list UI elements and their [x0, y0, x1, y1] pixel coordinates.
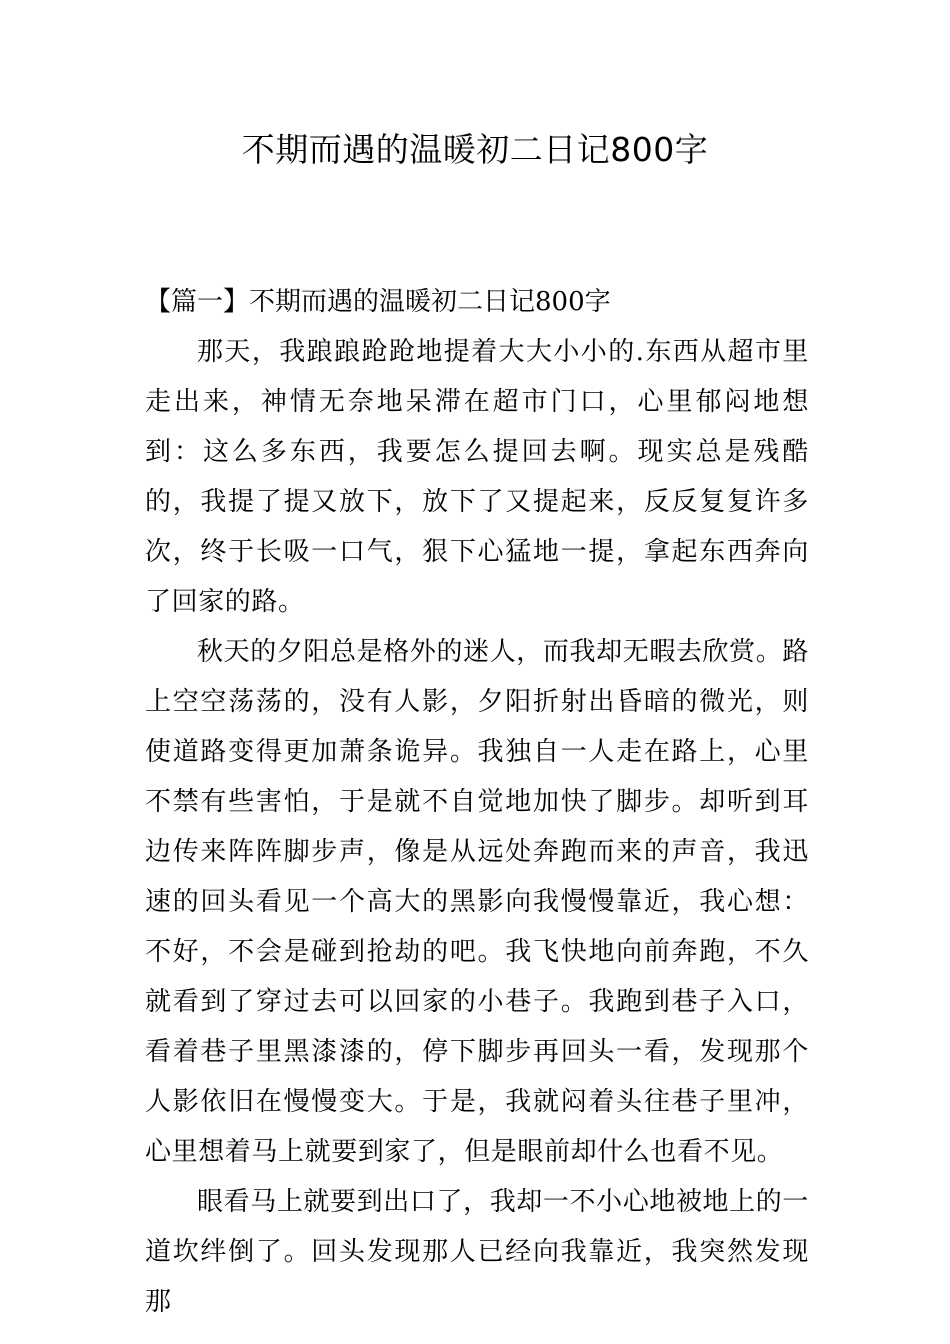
document-body — [145, 277, 809, 1327]
paragraph-3: 眼看马上就要到出口了，我却一不小心地被地上的一道坎绊倒了。回头发现那人已经向我靠近，我突然发现那 — [145, 1187, 809, 1317]
document-title: 不期而遇的温暖初二日记800字 — [241, 130, 709, 169]
section-heading: 【篇一】不期而遇的温暖初二日记800字 — [145, 287, 611, 317]
paragraph-2: 秋天的夕阳总是格外的迷人，而我却无暇去欣赏。路上空空荡荡的，没有人影，夕阳折射出昏暗的微光，则使道路变得更加萧条诡异。我独自一人走在路上，心里不禁有些害怕，于是就不自觉地加快了脚步。却听到耳边传来阵阵脚步声，像是从远处奔跑而来的声音，我迅速的回头看见一个高大的黑影向我慢慢靠近，我心想：不好，不会是碰到抢劫的吧。我飞快地向前奔跑，不久就看到了穿过去可以回家的小巷子。我跑到巷子入口，看着巷子里黑漆漆的，停下脚步再回头一看，发现那个人影依旧在慢慢变大。于是，我就闷着头往巷子里冲，心里想着马上就要到家了，但是眼前却什么也看不见。 — [145, 637, 809, 1167]
paragraph-1: 那天，我踉踉跄跄地提着大大小小的.东西从超市里走出来，神情无奈地呆滞在超市门口，心里郁闷地想到：这么多东西，我要怎么提回去啊。现实总是残酷的，我提了提又放下，放下了又提起来，反反复复许多次，终于长吸一口气，狠下心猛地一提，拿起东西奔向了回家的路。 — [145, 337, 809, 617]
